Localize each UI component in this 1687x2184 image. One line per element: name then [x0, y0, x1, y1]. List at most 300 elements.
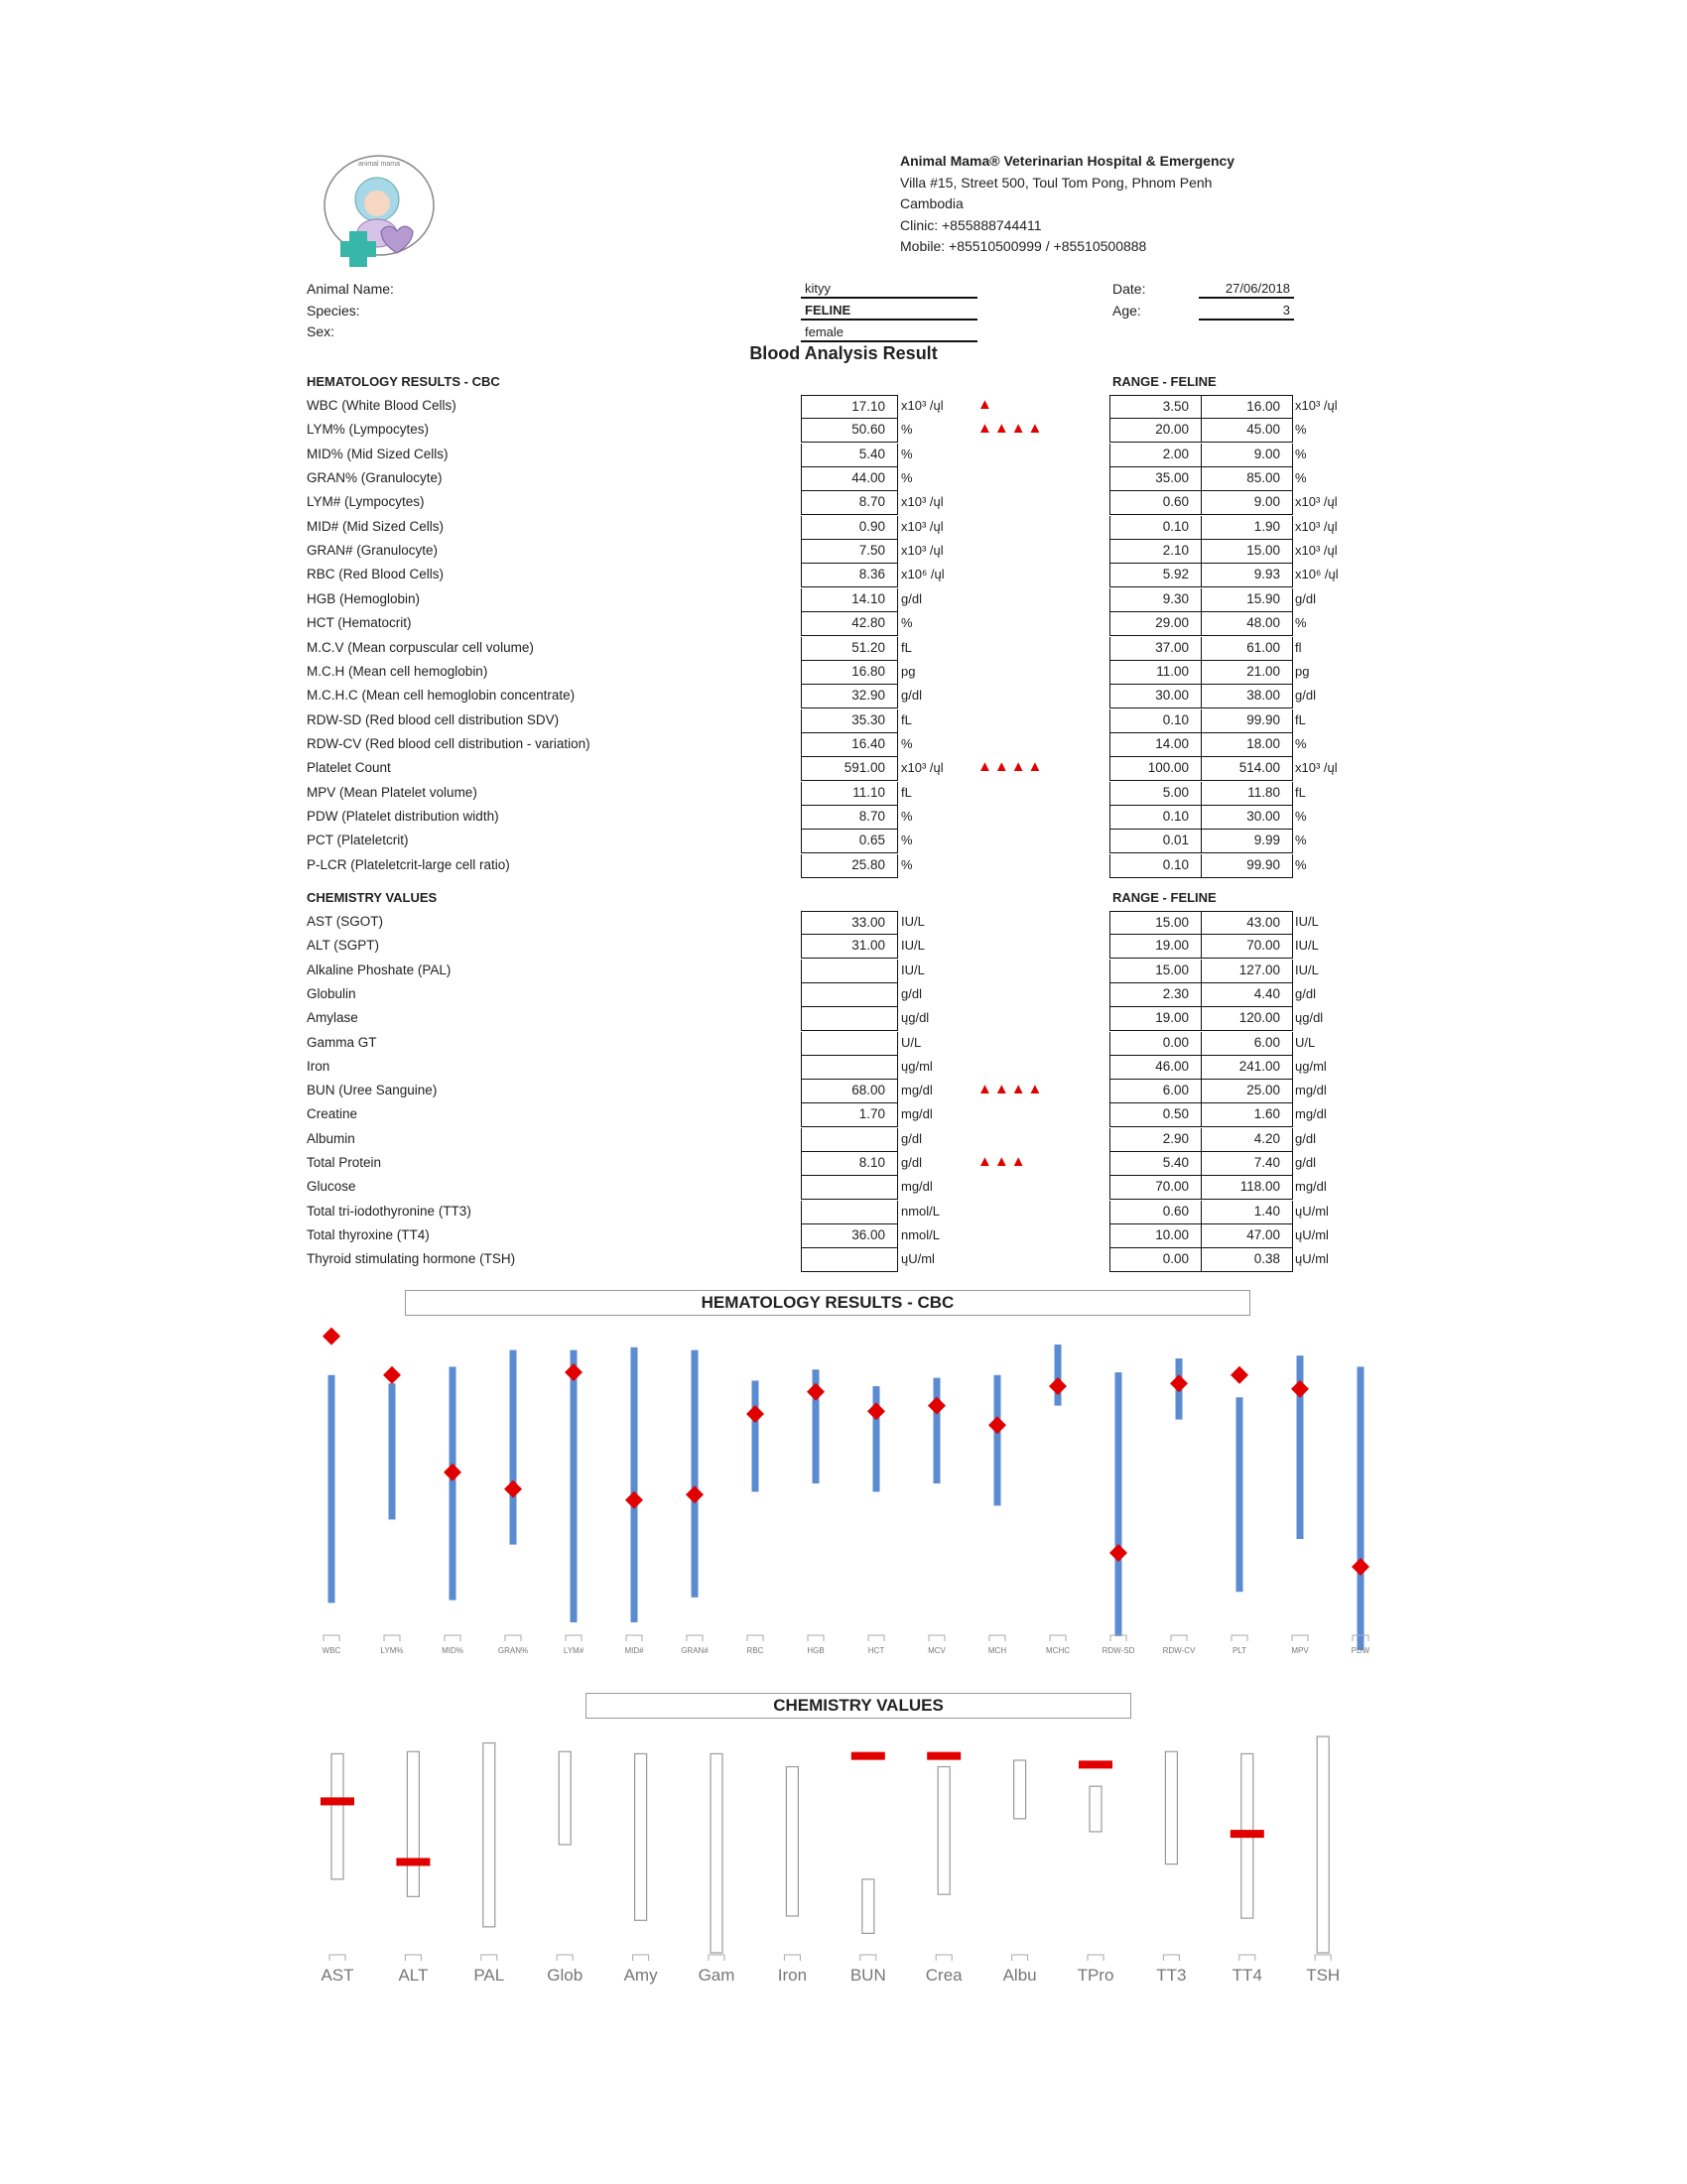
hematology-row-lym-lympocytes: [0, 491, 1687, 515]
result-unit: %: [901, 615, 913, 631]
range-high: 48.00: [1202, 612, 1293, 636]
range-low: 46.00: [1109, 1056, 1202, 1080]
range-bar-rdw-sd: [1115, 1372, 1122, 1636]
result-unit: fL: [901, 784, 912, 800]
chemistry-chart: [0, 1727, 1687, 2004]
test-name: Globulin: [307, 985, 356, 1001]
value-marker-lym: [383, 1366, 401, 1384]
range-high: 9.00: [1202, 491, 1293, 515]
result-unit: %: [901, 470, 913, 486]
result-value: 44.00: [801, 467, 898, 491]
chemistry-row-alkaline-phoshate-pal: [0, 960, 1687, 983]
hematology-row-gran-granulocyte: [0, 467, 1687, 491]
category-label-glob: Glob: [547, 1966, 584, 1985]
hematology-chart-title: HEMATOLOGY RESULTS - CBC: [405, 1290, 1250, 1316]
axis-tick-lym: [566, 1635, 582, 1641]
range-unit: IU/L: [1295, 914, 1319, 929]
range-low: 10.00: [1109, 1224, 1202, 1248]
range-high: 85.00: [1202, 467, 1293, 491]
range-high: 4.40: [1202, 983, 1293, 1007]
range-bar-bun: [862, 1879, 874, 1934]
hematology-row-gran-granulocyte: [0, 540, 1687, 564]
category-label-hct: HCT: [867, 1646, 885, 1655]
test-name: M.C.H.C (Mean cell hemoglobin concentrate): [307, 688, 576, 704]
test-name: Iron: [307, 1058, 330, 1074]
range-bar-crea: [938, 1767, 950, 1895]
range-high: 61.00: [1202, 637, 1293, 661]
range-unit: %: [1295, 833, 1307, 848]
result-value: 68.00: [801, 1080, 898, 1103]
result-unit: x10³ /ųl: [901, 398, 944, 413]
range-bar-wbc: [328, 1375, 335, 1604]
chemistry-row-total-tri-iodothyronine-: [0, 1201, 1687, 1224]
result-value: 8.70: [801, 491, 898, 515]
range-high: 9.93: [1202, 564, 1293, 587]
range-low: 0.01: [1109, 830, 1202, 853]
category-label-mch: MCH: [987, 1646, 1007, 1655]
category-label-ast: AST: [321, 1966, 354, 1985]
range-bar-albu: [1014, 1760, 1026, 1819]
result-unit: mg/dl: [901, 1083, 933, 1098]
range-bar-tt3: [1165, 1751, 1177, 1863]
range-low: 30.00: [1109, 685, 1202, 708]
result-value: 33.00: [801, 911, 898, 935]
axis-tick-mcv: [929, 1635, 945, 1641]
range-high: 1.90: [1202, 516, 1293, 540]
result-unit: %: [901, 808, 913, 824]
test-name: P-LCR (Plateletcrit-large cell ratio): [307, 856, 510, 872]
result-value: 51.20: [801, 637, 898, 661]
range-low: 0.10: [1109, 854, 1202, 878]
range-bar-tpro: [1090, 1786, 1102, 1832]
range-high: 4.20: [1202, 1128, 1293, 1152]
hematology-row-pct-plateletcrit: [0, 830, 1687, 853]
chemistry-row-thyroid-stimulating-horm: [0, 1248, 1687, 1272]
test-name: AST (SGOT): [307, 914, 384, 929]
value-marker-mid: [625, 1491, 643, 1509]
value-marker-wbc: [323, 1328, 340, 1346]
result-value: [801, 960, 898, 983]
test-name: PCT (Plateletcrit): [307, 833, 409, 848]
hematology-row-mid-mid-sized-cells: [0, 516, 1687, 540]
result-value: [801, 1201, 898, 1224]
range-low: 3.50: [1109, 395, 1202, 419]
result-unit: g/dl: [901, 688, 922, 704]
axis-tick-hct: [868, 1635, 884, 1641]
clinic-info: [900, 151, 1234, 258]
test-name: Alkaline Phoshate (PAL): [307, 962, 452, 977]
result-unit: x10³ /ųl: [901, 494, 944, 510]
range-bar-amy: [635, 1753, 647, 1920]
result-unit: ųg/dl: [901, 1010, 930, 1026]
result-unit: %: [901, 833, 913, 848]
category-label-hgb: HGB: [807, 1646, 825, 1655]
range-bar-mid: [450, 1366, 456, 1600]
chemistry-row-ast-sgot: [0, 911, 1687, 935]
test-name: MPV (Mean Platelet volume): [307, 784, 477, 800]
range-unit: g/dl: [1295, 590, 1316, 606]
result-value: [801, 983, 898, 1007]
range-bar-mid: [631, 1348, 638, 1622]
range-unit: %: [1295, 446, 1307, 461]
range-high: 99.90: [1202, 854, 1293, 878]
result-unit: ųg/ml: [901, 1058, 933, 1074]
result-value: 0.65: [801, 830, 898, 853]
test-name: Platelet Count: [307, 760, 391, 776]
value-marker-plt: [1231, 1366, 1248, 1384]
result-value: 8.36: [801, 564, 898, 587]
animal-name-value: kityy: [801, 279, 977, 299]
test-name: Total Protein: [307, 1155, 382, 1170]
species-value: FELINE: [801, 301, 977, 321]
range-high: 9.99: [1202, 830, 1293, 853]
range-unit: IU/L: [1295, 962, 1319, 977]
range-unit: %: [1295, 808, 1307, 824]
range-high: 38.00: [1202, 685, 1293, 708]
range-unit: fl: [1295, 639, 1302, 655]
range-low: 6.00: [1109, 1080, 1202, 1103]
category-label-pal: PAL: [473, 1966, 505, 1985]
result-value: 5.40: [801, 444, 898, 467]
range-low: 0.10: [1109, 806, 1202, 830]
range-low: 15.00: [1109, 911, 1202, 935]
hematology-row-hgb-hemoglobin: [0, 588, 1687, 612]
range-bar-gran: [692, 1350, 699, 1598]
result-unit: IU/L: [901, 914, 925, 929]
hematology-row-mpv-mean-platelet-volume: [0, 782, 1687, 806]
result-value: 16.40: [801, 733, 898, 757]
category-label-mchc: MCHC: [1046, 1646, 1070, 1655]
range-low: 2.30: [1109, 983, 1202, 1007]
chemistry-row-total-protein: [0, 1152, 1687, 1176]
range-unit: pg: [1295, 663, 1310, 679]
range-low: 5.92: [1109, 564, 1202, 587]
axis-tick-tpro: [1088, 1955, 1103, 1961]
result-unit: ųU/ml: [901, 1251, 935, 1267]
axis-tick-ast: [329, 1955, 345, 1961]
range-low: 14.00: [1109, 733, 1202, 757]
test-name: HCT (Hematocrit): [307, 615, 412, 631]
range-high: 514.00: [1202, 757, 1293, 781]
range-low: 5.00: [1109, 782, 1202, 806]
logo-text: animal mama: [357, 161, 401, 168]
result-value: 7.50: [801, 540, 898, 564]
value-marker-ast: [321, 1797, 354, 1805]
axis-tick-bun: [860, 1955, 876, 1961]
range-unit: g/dl: [1295, 1155, 1316, 1170]
category-label-bun: BUN: [849, 1966, 886, 1985]
value-marker-gran: [504, 1480, 522, 1498]
result-value: [801, 1128, 898, 1152]
category-label-gam: Gam: [698, 1966, 735, 1985]
range-low: 11.00: [1109, 661, 1202, 685]
axis-tick-amy: [633, 1955, 649, 1961]
range-unit: g/dl: [1295, 688, 1316, 704]
page-title: Blood Analysis Result: [749, 343, 938, 363]
value-marker-rdw-cv: [1170, 1374, 1188, 1392]
axis-tick-mch: [989, 1635, 1005, 1641]
axis-tick-tt4: [1239, 1955, 1255, 1961]
range-high: 241.00: [1202, 1056, 1293, 1080]
range-high: 18.00: [1202, 733, 1293, 757]
abnormal-flag: ▲▲▲▲: [977, 1081, 1045, 1098]
result-unit: mg/dl: [901, 1106, 933, 1122]
category-label-rdw-cv: RDW-CV: [1162, 1646, 1196, 1655]
range-unit: ųU/ml: [1295, 1226, 1329, 1242]
category-label-mcv: MCV: [928, 1646, 946, 1655]
chemistry-row-total-thyroxine-tt4: [0, 1224, 1687, 1248]
range-unit: x10⁶ /ųl: [1295, 567, 1339, 582]
range-unit: mg/dl: [1295, 1083, 1327, 1098]
category-label-rdw-sd: RDW-SD: [1102, 1646, 1135, 1655]
range-low: 100.00: [1109, 757, 1202, 781]
range-unit: %: [1295, 856, 1307, 872]
axis-tick-gam: [709, 1955, 724, 1961]
test-name: GRAN% (Granulocyte): [307, 470, 443, 486]
hematology-range-heading: RANGE - FELINE: [1112, 374, 1217, 389]
range-unit: g/dl: [1295, 985, 1316, 1001]
category-label-lym: LYM%: [380, 1646, 404, 1655]
hematology-row-hct-hematocrit: [0, 612, 1687, 636]
axis-tick-rdw-cv: [1171, 1635, 1187, 1641]
range-unit: g/dl: [1295, 1130, 1316, 1146]
hematology-row-m-c-h-c-mean-cell-hemogl: [0, 685, 1687, 708]
result-unit: g/dl: [901, 1155, 922, 1170]
range-high: 11.80: [1202, 782, 1293, 806]
range-low: 19.00: [1109, 1007, 1202, 1031]
range-high: 30.00: [1202, 806, 1293, 830]
value-marker-mid: [444, 1464, 461, 1481]
range-unit: U/L: [1295, 1034, 1316, 1050]
hematology-row-m-c-v-mean-corpuscular-c: [0, 637, 1687, 661]
axis-tick-albu: [1012, 1955, 1028, 1961]
result-unit: U/L: [901, 1034, 922, 1050]
axis-tick-mpv: [1292, 1635, 1308, 1641]
category-label-tsh: TSH: [1306, 1966, 1341, 1985]
clinic-address-line2: Cambodia: [900, 195, 964, 211]
result-unit: %: [901, 446, 913, 461]
value-marker-tpro: [1079, 1760, 1112, 1768]
category-label-lym: LYM#: [563, 1646, 584, 1655]
test-name: ALT (SGPT): [307, 938, 380, 954]
result-unit: pg: [901, 663, 916, 679]
range-high: 15.90: [1202, 588, 1293, 612]
axis-tick-mid: [445, 1635, 460, 1641]
chemistry-row-creatine: [0, 1103, 1687, 1127]
test-name: BUN (Uree Sanguine): [307, 1083, 438, 1098]
result-value: 17.10: [801, 395, 898, 419]
range-low: 37.00: [1109, 637, 1202, 661]
chemistry-row-albumin: [0, 1128, 1687, 1152]
range-high: 99.90: [1202, 709, 1293, 733]
test-name: LYM% (Lympocytes): [307, 422, 430, 438]
abnormal-flag: ▲▲▲: [977, 1153, 1028, 1170]
range-bar-pal: [483, 1743, 495, 1927]
range-low: 2.10: [1109, 540, 1202, 564]
range-low: 29.00: [1109, 612, 1202, 636]
range-bar-lym: [389, 1383, 396, 1519]
category-label-rbc: RBC: [746, 1646, 764, 1655]
range-low: 0.60: [1109, 1201, 1202, 1224]
range-low: 0.00: [1109, 1248, 1202, 1272]
hematology-row-rdw-cv-red-blood-cell-di: [0, 733, 1687, 757]
result-value: 591.00: [801, 757, 898, 781]
axis-tick-tsh: [1315, 1955, 1331, 1961]
hematology-row-lym-lympocytes: [0, 419, 1687, 443]
range-high: 47.00: [1202, 1224, 1293, 1248]
range-bar-ast: [331, 1753, 343, 1878]
chemistry-row-glucose: [0, 1176, 1687, 1200]
hematology-row-mid-mid-sized-cells: [0, 444, 1687, 467]
range-unit: fL: [1295, 711, 1306, 727]
range-high: 127.00: [1202, 960, 1293, 983]
result-unit: fL: [901, 639, 912, 655]
range-high: 43.00: [1202, 911, 1293, 935]
range-high: 45.00: [1202, 419, 1293, 443]
range-low: 70.00: [1109, 1176, 1202, 1200]
value-marker-hgb: [807, 1383, 825, 1401]
value-marker-mch: [988, 1416, 1006, 1434]
test-name: GRAN# (Granulocyte): [307, 543, 439, 559]
test-name: RDW-CV (Red blood cell distribution - variation): [307, 735, 590, 751]
chemistry-row-iron: [0, 1056, 1687, 1080]
category-label-tt3: TT3: [1156, 1966, 1187, 1985]
range-high: 21.00: [1202, 661, 1293, 685]
category-label-pdw: PDW: [1351, 1646, 1370, 1655]
result-value: 36.00: [801, 1224, 898, 1248]
range-high: 16.00: [1202, 395, 1293, 419]
test-name: Total thyroxine (TT4): [307, 1226, 430, 1242]
range-unit: IU/L: [1295, 938, 1319, 954]
axis-tick-hgb: [808, 1635, 824, 1641]
test-name: LYM# (Lympocytes): [307, 494, 425, 510]
chemistry-row-globulin: [0, 983, 1687, 1007]
chemistry-row-gamma-gt: [0, 1032, 1687, 1056]
range-low: 2.00: [1109, 444, 1202, 467]
range-unit: ųU/ml: [1295, 1251, 1329, 1267]
result-unit: x10³ /ųl: [901, 543, 944, 559]
range-unit: x10³ /ųl: [1295, 494, 1338, 510]
value-marker-mchc: [1049, 1377, 1067, 1395]
range-unit: x10³ /ųl: [1295, 518, 1338, 534]
chemistry-row-amylase: [0, 1007, 1687, 1031]
hematology-row-m-c-h-mean-cell-hemoglob: [0, 661, 1687, 685]
test-name: Glucose: [307, 1179, 356, 1195]
range-unit: mg/dl: [1295, 1106, 1327, 1122]
value-marker-pdw: [1352, 1558, 1369, 1576]
axis-tick-mchc: [1050, 1635, 1066, 1641]
clinic-name: Animal Mama® Veterinarian Hospital & Emergency: [900, 153, 1235, 169]
category-label-amy: Amy: [623, 1966, 658, 1985]
test-name: MID# (Mid Sized Cells): [307, 518, 445, 534]
range-high: 1.60: [1202, 1103, 1293, 1127]
category-label-crea: Crea: [925, 1966, 963, 1985]
abnormal-flag: ▲▲▲▲: [977, 420, 1045, 438]
test-name: RDW-SD (Red blood cell distribution SDV): [307, 711, 560, 727]
result-value: [801, 1176, 898, 1200]
range-bar-hct: [873, 1386, 880, 1491]
category-label-gran: GRAN%: [497, 1646, 529, 1655]
range-high: 7.40: [1202, 1152, 1293, 1176]
value-marker-mpv: [1291, 1380, 1309, 1398]
axis-tick-tt3: [1163, 1955, 1179, 1961]
result-unit: g/dl: [901, 590, 922, 606]
value-marker-mcv: [928, 1397, 946, 1415]
result-value: 8.70: [801, 806, 898, 830]
result-unit: nmol/L: [901, 1226, 941, 1242]
test-name: Albumin: [307, 1130, 355, 1146]
category-label-alt: ALT: [398, 1966, 429, 1985]
result-unit: fL: [901, 711, 912, 727]
result-unit: g/dl: [901, 985, 922, 1001]
axis-tick-rbc: [747, 1635, 763, 1641]
hematology-row-rbc-red-blood-cells: [0, 564, 1687, 587]
hematology-row-rdw-sd-red-blood-cell-di: [0, 709, 1687, 733]
clinic-mobile: Mobile: +85510500999 / +85510500888: [900, 238, 1147, 254]
chemistry-chart-title: CHEMISTRY VALUES: [585, 1693, 1131, 1719]
result-value: 31.00: [801, 935, 898, 959]
value-marker-gran: [686, 1485, 704, 1503]
result-unit: x10³ /ųl: [901, 760, 944, 776]
hematology-row-wbc-white-blood-cells: [0, 395, 1687, 419]
axis-tick-lym: [384, 1635, 400, 1641]
result-value: [801, 1007, 898, 1031]
range-low: 19.00: [1109, 935, 1202, 959]
range-low: 0.00: [1109, 1032, 1202, 1056]
range-unit: %: [1295, 615, 1307, 631]
category-label-mpv: MPV: [1291, 1646, 1309, 1655]
test-name: M.C.H (Mean cell hemoglobin): [307, 663, 488, 679]
test-name: RBC (Red Blood Cells): [307, 567, 445, 582]
range-unit: %: [1295, 422, 1307, 438]
category-label-mid: MID%: [442, 1646, 463, 1655]
result-unit: %: [901, 856, 913, 872]
range-high: 6.00: [1202, 1032, 1293, 1056]
range-bar-tsh: [1317, 1736, 1329, 1953]
axis-tick-plt: [1232, 1635, 1247, 1641]
range-bar-rbc: [752, 1380, 759, 1491]
test-name: Gamma GT: [307, 1034, 377, 1050]
test-name: Total tri-iodothyronine (TT3): [307, 1203, 471, 1219]
chemistry-range-heading: RANGE - FELINE: [1112, 890, 1217, 905]
range-unit: %: [1295, 735, 1307, 751]
result-unit: nmol/L: [901, 1203, 941, 1219]
test-name: Thyroid stimulating hormone (TSH): [307, 1251, 516, 1267]
axis-tick-iron: [784, 1955, 800, 1961]
range-bar-mch: [994, 1375, 1001, 1506]
category-label-wbc: WBC: [322, 1646, 341, 1655]
value-marker-rdw-sd: [1109, 1544, 1127, 1562]
result-value: 35.30: [801, 709, 898, 733]
test-name: HGB (Hemoglobin): [307, 590, 421, 606]
species-label: Species:: [307, 303, 360, 319]
range-high: 9.00: [1202, 444, 1293, 467]
value-marker-hct: [867, 1402, 885, 1420]
range-low: 0.50: [1109, 1103, 1202, 1127]
range-bar-lym: [571, 1350, 578, 1622]
result-value: [801, 1056, 898, 1080]
range-bar-mcv: [934, 1378, 941, 1483]
axis-tick-gran: [505, 1635, 521, 1641]
range-bar-alt: [407, 1751, 419, 1896]
range-unit: ųg/dl: [1295, 1010, 1324, 1026]
range-high: 70.00: [1202, 935, 1293, 959]
hematology-row-p-lcr-plateletcrit-large: [0, 854, 1687, 878]
range-unit: ųg/ml: [1295, 1058, 1327, 1074]
result-value: 32.90: [801, 685, 898, 708]
range-low: 20.00: [1109, 419, 1202, 443]
hematology-heading: HEMATOLOGY RESULTS - CBC: [307, 374, 500, 389]
